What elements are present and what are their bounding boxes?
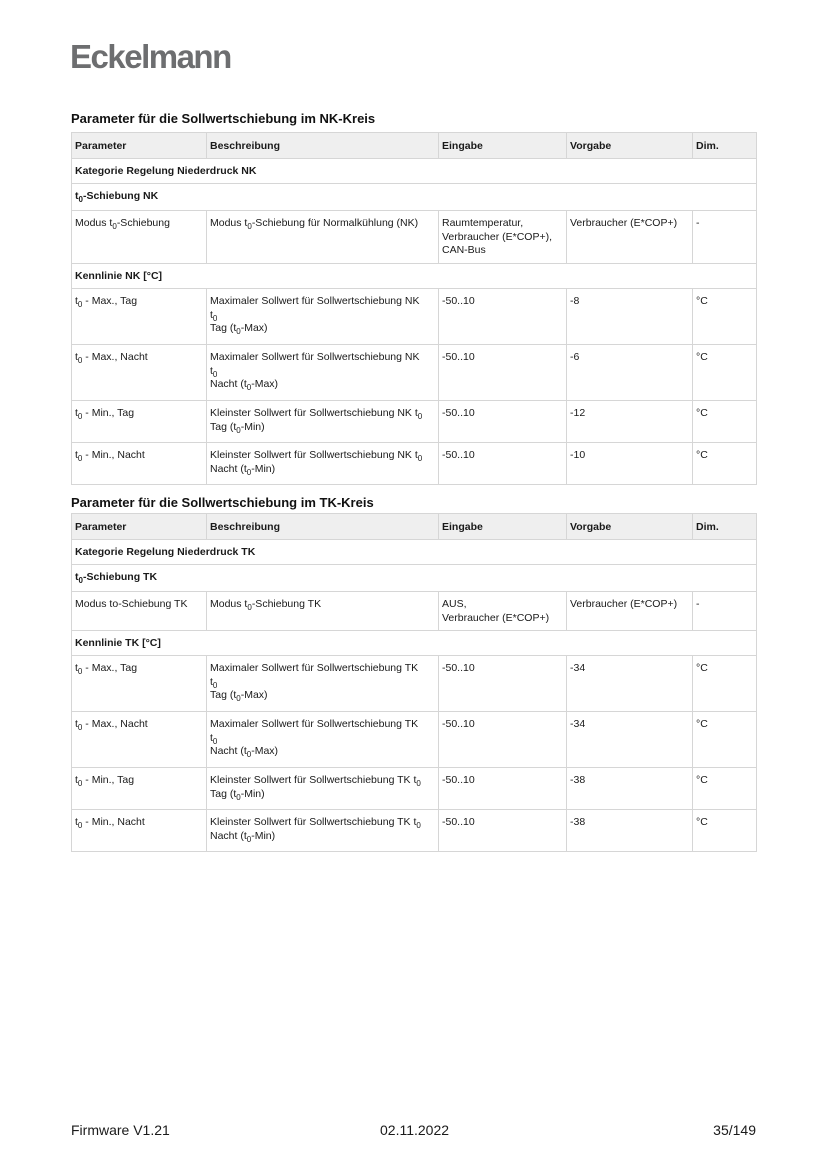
- eingabe-cell: [439, 592, 567, 631]
- desc-sub: 0: [247, 603, 252, 612]
- vorgabe-cell: Verbraucher (E*COP+): [567, 592, 693, 631]
- group-row: [72, 184, 757, 211]
- param-sub: 0: [77, 454, 83, 463]
- dim-cell: °C: [693, 401, 757, 443]
- vorgabe-cell: -10: [567, 443, 693, 485]
- col-header-dim: Dim.: [693, 133, 757, 159]
- col-header-parameter: Parameter: [72, 133, 207, 159]
- desc-sub: 0: [236, 694, 241, 703]
- desc-line: [210, 788, 434, 802]
- param-cell: $t_0$ - Max., Tag: [72, 289, 207, 345]
- desc-text: Tag (t: [210, 322, 237, 334]
- description-cell: [207, 768, 439, 810]
- vorgabe-cell: -38: [567, 810, 693, 852]
- param-text: - Max., Tag: [82, 662, 138, 674]
- desc-text-rest: -Schiebung TK: [251, 598, 322, 610]
- desc-sub: 0: [246, 750, 252, 759]
- eingabe-cell: -50..10: [439, 810, 567, 852]
- desc-text: Kleinster Sollwert für Sollwertschiebung NK t: [210, 449, 418, 461]
- desc-line: Maximaler Sollwert für Sollwertschiebung NK: [210, 351, 420, 363]
- eckelmann-logo: Eckelmann: [70, 38, 231, 75]
- param-cell: Modus to-Schiebung TK: [72, 592, 207, 631]
- vorgabe-cell: Verbraucher (E*COP+): [567, 211, 693, 264]
- vorgabe-cell: -12: [567, 401, 693, 443]
- eingabe-line: Raumtemperatur,: [442, 217, 524, 229]
- desc-sub: 0: [236, 327, 241, 336]
- eingabe-cell: -50..10: [439, 443, 567, 485]
- eingabe-line: CAN-Bus: [442, 244, 486, 256]
- desc-line: [210, 407, 434, 421]
- eingabe-cell: -50..10: [439, 345, 567, 401]
- param-text: - Min., Tag: [82, 407, 135, 419]
- eingabe-line: Verbraucher (E*COP+): [442, 611, 550, 624]
- desc-sub: 0: [246, 383, 252, 392]
- desc-text: Nacht (t: [210, 829, 247, 842]
- col-header-beschreibung: Beschreibung: [207, 514, 439, 540]
- group-label-kennlinie: Kennlinie NK [°C]: [72, 264, 757, 289]
- param-sub: 0: [77, 667, 83, 676]
- group-t: t: [75, 571, 79, 583]
- desc-text: Nacht (t: [210, 745, 247, 757]
- dim-cell: °C: [693, 656, 757, 712]
- col-header-vorgabe: Vorgabe: [567, 514, 693, 540]
- category-label: Kategorie Regelung Niederdruck NK: [72, 159, 757, 184]
- dim-cell: °C: [693, 810, 757, 852]
- table-row: [72, 401, 757, 443]
- param-cell: $t_0$ - Max., Tag: [72, 656, 207, 712]
- footer-page-number: 35/149: [713, 1122, 756, 1138]
- table-header-row: [72, 514, 757, 540]
- desc-text: t: [210, 364, 213, 377]
- group-label-kennlinie: Kennlinie TK [°C]: [72, 631, 757, 656]
- desc-line: [210, 732, 434, 746]
- desc-line: [210, 774, 434, 788]
- desc-line: [210, 322, 434, 336]
- vorgabe-cell: -8: [567, 289, 693, 345]
- group-label-schiebung: [72, 184, 757, 211]
- desc-sub: 0: [212, 313, 218, 323]
- description-cell: [207, 712, 439, 768]
- desc-line: Maximaler Sollwert für Sollwertschiebung TK: [210, 662, 419, 674]
- table-header-row: [72, 133, 757, 159]
- table-row: [72, 712, 757, 768]
- eingabe-line: Verbraucher (E*COP+),: [442, 230, 553, 243]
- desc-line: [210, 309, 434, 323]
- param-cell: $t_0$ - Min., Nacht: [72, 443, 207, 485]
- desc-sub: 0: [246, 467, 252, 477]
- param-sub: 0: [77, 300, 83, 309]
- desc-line: [210, 365, 434, 379]
- table-row: [72, 810, 757, 852]
- description-cell: [207, 810, 439, 852]
- dim-cell: °C: [693, 289, 757, 345]
- desc-text: t: [210, 308, 213, 321]
- desc-sub: 0: [417, 412, 423, 421]
- group-rest: -Schiebung TK: [82, 571, 158, 583]
- eingabe-cell: -50..10: [439, 768, 567, 810]
- param-sub: 0: [77, 356, 83, 365]
- dim-cell: °C: [693, 712, 757, 768]
- param-sub: 0: [112, 222, 117, 231]
- desc-text-rest: -Min): [251, 462, 276, 475]
- desc-text-rest: -Min): [240, 787, 265, 800]
- footer-firmware: Firmware V1.21: [71, 1122, 170, 1138]
- description-cell: [207, 592, 439, 631]
- category-row: [72, 159, 757, 184]
- desc-line: Maximaler Sollwert für Sollwertschiebung NK: [210, 295, 420, 307]
- desc-text: t: [210, 675, 213, 688]
- desc-sub: 0: [416, 821, 421, 830]
- col-header-beschreibung: Beschreibung: [207, 133, 439, 159]
- vorgabe-cell: -6: [567, 345, 693, 401]
- group-row: [72, 264, 757, 289]
- group-label-schiebung: [72, 565, 757, 592]
- description-cell: [207, 401, 439, 443]
- param-cell: $t_0$ - Min., Tag: [72, 768, 207, 810]
- desc-sub: 0: [236, 792, 241, 802]
- eingabe-cell: [439, 211, 567, 264]
- eingabe-cell: -50..10: [439, 289, 567, 345]
- desc-line: [210, 449, 434, 463]
- description-cell: [207, 656, 439, 712]
- desc-text: Nacht (t: [210, 462, 247, 475]
- param-cell: $t_0$ - Max., Nacht: [72, 345, 207, 401]
- category-label: Kategorie Regelung Niederdruck TK: [72, 540, 757, 565]
- param-text-rest: -Schiebung: [116, 217, 170, 229]
- desc-line: [210, 689, 434, 703]
- param-cell: $t_0$ - Min., Tag: [72, 401, 207, 443]
- group-sub: 0: [78, 195, 83, 204]
- desc-sub: 0: [212, 736, 218, 746]
- eingabe-cell: -50..10: [439, 656, 567, 712]
- desc-text-rest: -Max): [251, 745, 279, 757]
- desc-line: [210, 378, 434, 392]
- desc-line: [210, 816, 434, 830]
- param-cell: [72, 211, 207, 264]
- tk-parameter-table: [71, 513, 757, 852]
- col-header-vorgabe: Vorgabe: [567, 133, 693, 159]
- table-row: [72, 592, 757, 631]
- desc-text: Nacht (t: [210, 378, 247, 390]
- param-text: - Min., Nacht: [82, 816, 145, 828]
- desc-line: [210, 463, 434, 477]
- group-sub: 0: [78, 576, 83, 585]
- desc-sub: 0: [247, 222, 252, 231]
- table-row: [72, 443, 757, 485]
- description-cell: [207, 443, 439, 485]
- param-text: - Max., Nacht: [82, 351, 148, 363]
- desc-sub: 0: [212, 680, 218, 690]
- param-sub: 0: [77, 723, 83, 732]
- description-cell: [207, 211, 439, 264]
- description-cell: [207, 289, 439, 345]
- param-cell: $t_0$ - Max., Nacht: [72, 712, 207, 768]
- table-row: [72, 289, 757, 345]
- table-row: [72, 656, 757, 712]
- desc-sub: 0: [246, 834, 252, 844]
- desc-line: [210, 830, 434, 844]
- desc-text-rest: -Min): [240, 420, 265, 433]
- desc-text: Tag (t: [210, 787, 237, 800]
- vorgabe-cell: -38: [567, 768, 693, 810]
- vorgabe-cell: -34: [567, 656, 693, 712]
- dim-cell: -: [693, 592, 757, 631]
- dim-cell: -: [693, 211, 757, 264]
- nk-section-title: Parameter für die Sollwertschiebung im NK-Kreis: [71, 111, 376, 126]
- desc-sub: 0: [236, 425, 241, 435]
- footer-date: 02.11.2022: [380, 1122, 450, 1138]
- desc-text: t: [210, 731, 213, 744]
- desc-text: Tag (t: [210, 420, 237, 433]
- group-row: [72, 565, 757, 592]
- desc-text-rest: -Max): [251, 378, 279, 390]
- description-cell: [207, 345, 439, 401]
- col-header-dim: Dim.: [693, 514, 757, 540]
- desc-sub: 0: [212, 369, 218, 379]
- col-header-parameter: Parameter: [72, 514, 207, 540]
- param-text: - Min., Nacht: [82, 449, 145, 461]
- col-header-eingabe: Eingabe: [439, 514, 567, 540]
- group-row: [72, 631, 757, 656]
- table-row: [72, 768, 757, 810]
- desc-line: [210, 745, 434, 759]
- nk-parameter-table: [71, 132, 757, 485]
- desc-text-rest: -Schiebung für Normalkühlung (NK): [251, 217, 419, 229]
- param-cell: $t_0$ - Min., Nacht: [72, 810, 207, 852]
- desc-line: [210, 421, 434, 435]
- eingabe-line: AUS,: [442, 598, 467, 610]
- vorgabe-cell: -34: [567, 712, 693, 768]
- desc-text: Kleinster Sollwert für Sollwertschiebung TK t: [210, 816, 417, 828]
- col-header-eingabe: Eingabe: [439, 133, 567, 159]
- param-sub: 0: [77, 779, 83, 788]
- param-text: Modus t: [75, 217, 113, 229]
- tk-section-title: Parameter für die Sollwertschiebung im TK-Kreis: [71, 495, 374, 510]
- desc-text: Kleinster Sollwert für Sollwertschiebung TK t: [210, 774, 417, 786]
- desc-text: Kleinster Sollwert für Sollwertschiebung NK t: [210, 407, 418, 419]
- param-text: - Max., Nacht: [82, 718, 148, 730]
- dim-cell: °C: [693, 768, 757, 810]
- group-rest: -Schiebung NK: [82, 190, 159, 202]
- table-row: [72, 211, 757, 264]
- param-sub: 0: [77, 412, 83, 421]
- desc-line: Maximaler Sollwert für Sollwertschiebung TK: [210, 718, 419, 730]
- desc-text-rest: -Min): [251, 829, 276, 842]
- eingabe-cell: -50..10: [439, 712, 567, 768]
- desc-text: Modus t: [210, 217, 248, 229]
- table-row: [72, 345, 757, 401]
- dim-cell: °C: [693, 345, 757, 401]
- desc-text: Modus t: [210, 598, 248, 610]
- dim-cell: °C: [693, 443, 757, 485]
- desc-text-rest: -Max): [240, 689, 268, 701]
- group-t: t: [75, 190, 79, 202]
- desc-sub: 0: [417, 454, 423, 463]
- eingabe-cell: -50..10: [439, 401, 567, 443]
- param-text: - Max., Tag: [82, 295, 138, 307]
- category-row: [72, 540, 757, 565]
- desc-text: Tag (t: [210, 689, 237, 701]
- desc-line: [210, 676, 434, 690]
- desc-text-rest: -Max): [240, 322, 268, 334]
- param-text: - Min., Tag: [82, 774, 135, 786]
- desc-sub: 0: [416, 779, 421, 788]
- param-sub: 0: [77, 821, 83, 830]
